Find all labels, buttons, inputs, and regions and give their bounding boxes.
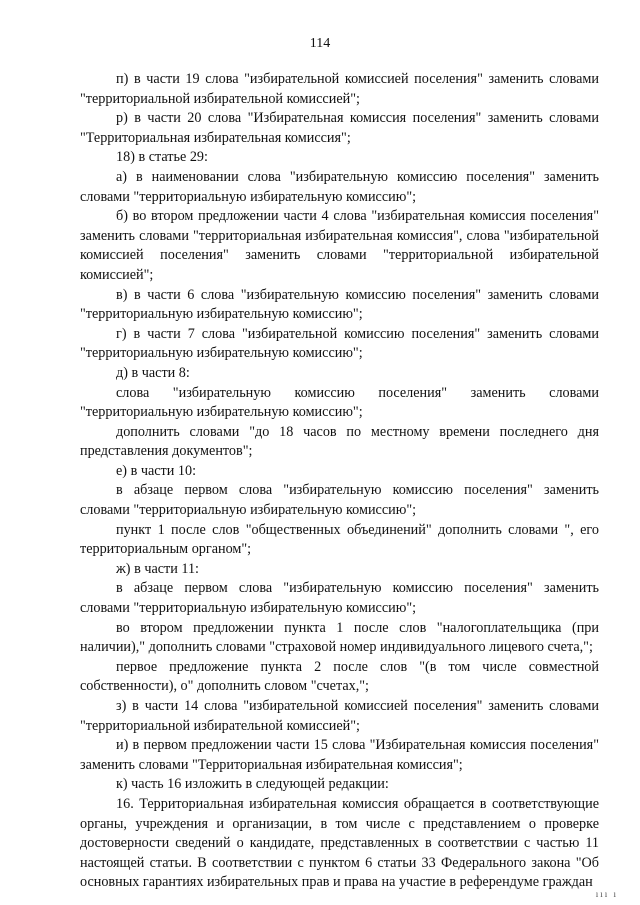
paragraph: з) в части 14 слова "избирательной комиссией поселения" заменить словами "территориальной избирательной комиссией"; (80, 698, 599, 734)
paragraph: р) в части 20 слова "Избирательная комиссия поселения" заменить словами "Территориальная избирательная комиссия"; (80, 110, 599, 146)
document-body (80, 70, 599, 893)
page-number: 114 (309, 36, 331, 51)
paragraph: первое предложение пункта 2 после слов "(в том числе совместной собственности), о" дополнить словом "счетах,"; (80, 658, 599, 695)
paragraph: ж) в части 11: (116, 560, 199, 577)
paragraph: 18) в статье 29: (116, 149, 208, 166)
paragraph: дополнить словами "до 18 часов по местному времени последнего дня представления документов"; (80, 423, 599, 460)
paragraph: пункт 1 после слов "общественных объединений" дополнить словами ", его территориальным органом"; (80, 521, 599, 558)
paragraph: а) в наименовании слова "избирательную комиссию поселения" заменить словами "территориальную избирательную комиссию"; (80, 168, 599, 205)
paragraph: во втором предложении пункта 1 после слов "налогоплательщика (при наличии)," дополнить словами "страховой номер индивидуального лицевого счета,"; (80, 619, 599, 656)
paragraph: в абзаце первом слова "избирательную комиссию поселения" заменить словами "территориальную избирательную комиссию"; (80, 482, 599, 519)
paragraph: г) в части 7 слова "избирательной комиссию поселения" заменить словами "территориальную избирательную комиссию"; (80, 325, 599, 362)
paragraph: в) в части 6 слова "избирательную комиссию поселения" заменить словами "территориальную избирательную комиссию"; (80, 286, 599, 323)
paragraph: д) в части 8: (116, 364, 190, 381)
paragraph: п) в части 19 слова "избирательной комиссией поселения" заменить словами "территориальной избирательной комиссией"; (80, 71, 599, 107)
paragraph: б) во втором предложении части 4 слова "избирательная комиссия поселения" заменить словами "территориальная избирательная комиссия", слова "избирательной комиссией поселения" заменить словами "территориальной избирательной комиссией"; (80, 208, 599, 283)
scan-mark: ııı ı (595, 889, 618, 899)
paragraph: к) часть 16 изложить в следующей редакции: (116, 776, 389, 793)
paragraph: е) в части 10: (116, 462, 197, 479)
paragraph: слова "избирательную комиссию поселения" заменить словами "территориальную избирательную комиссию"; (80, 384, 599, 421)
paragraph: в абзаце первом слова "избирательную комиссию поселения" заменить словами "территориальную избирательную комиссию"; (80, 580, 599, 617)
paragraph: 16. Территориальная избирательная комиссия обращается в соответствующие органы, учреждения и организации, в том числе с представлением о проверке достоверности сведений о кандидате, представленных в соответствии с частью 11 настоящей статьи. В соответствии с пунктом 6 статьи 33 Федерального закона "Об основных гарантиях избирательных прав и права на участие в референдуме граждан (80, 795, 599, 891)
paragraph: и) в первом предложении части 15 слова "Избирательная комиссия поселения" заменить словами "Территориальная избирательная комиссия"; (80, 737, 599, 773)
